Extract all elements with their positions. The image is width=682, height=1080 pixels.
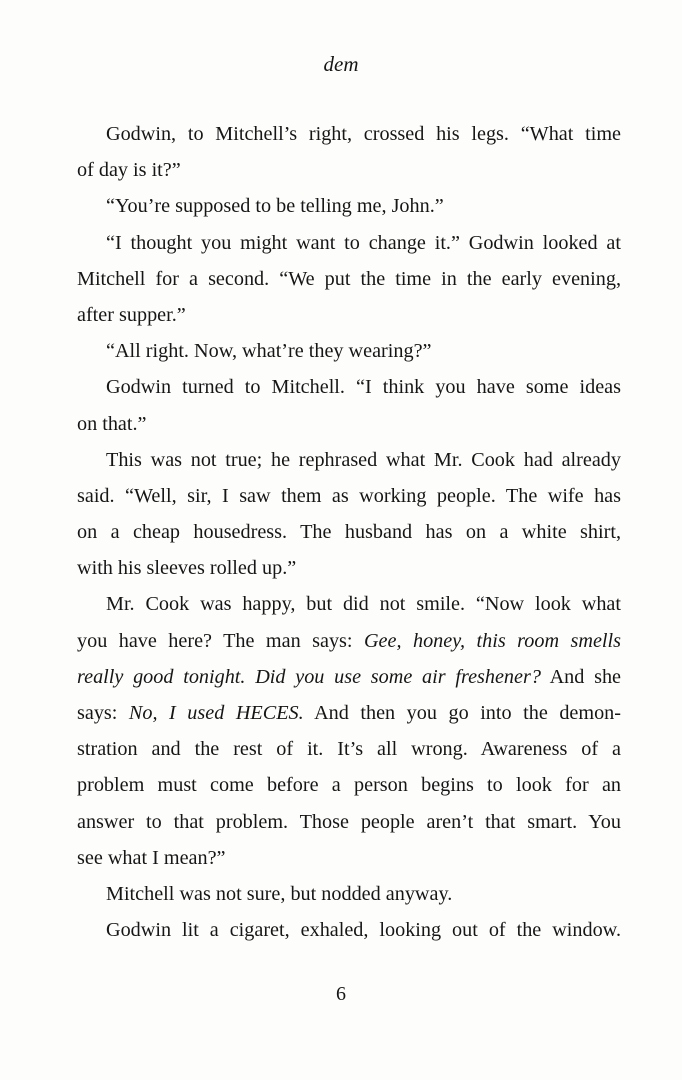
text-line xyxy=(77,767,621,803)
text-line xyxy=(77,442,621,478)
text-segment: Godwin, to Mitchell’s right, crossed his legs. “What time xyxy=(106,123,621,145)
text-line xyxy=(77,261,621,297)
text-segment: Mr. Cook was happy, but did not smile. “Now look what xyxy=(106,593,621,616)
text-line xyxy=(77,586,621,622)
text-line xyxy=(77,333,621,369)
text-line xyxy=(77,514,621,550)
text-line xyxy=(77,659,621,695)
text-line xyxy=(77,876,621,912)
text-segment: “All right. Now, what’re they wearing?” xyxy=(106,340,432,363)
text-line xyxy=(77,731,621,767)
text-segment: “You’re supposed to be telling me, John.” xyxy=(106,195,444,218)
text-line xyxy=(77,550,621,586)
text-segment: of day is it?” xyxy=(77,159,181,182)
text-line xyxy=(77,369,621,405)
text-line xyxy=(77,840,621,876)
body-text xyxy=(77,116,621,948)
text-segment: Mitchell for a second. “We put the time in the early evening, xyxy=(77,267,621,290)
text-segment: on that.” xyxy=(77,412,147,435)
text-segment: This was not true; he rephrased what Mr. Cook had already xyxy=(106,448,621,471)
running-head: dem xyxy=(323,52,359,76)
text-line xyxy=(77,152,621,188)
text-segment: stration and the rest of it. It’s all wrong. Awareness of a xyxy=(77,738,621,761)
text-line xyxy=(77,225,621,261)
text-segment: And she xyxy=(540,665,621,688)
text-segment: answer to that problem. Those people aren’t that smart. You xyxy=(77,810,621,833)
text-line xyxy=(77,695,621,731)
text-line xyxy=(77,478,621,514)
text-segment: with his sleeves rolled up.” xyxy=(77,557,297,580)
text-segment: after supper.” xyxy=(77,303,186,326)
text-segment: on a cheap housedress. The husband has on a white shirt, xyxy=(77,521,621,544)
text-segment: Godwin lit a cigaret, exhaled, looking out of the window. xyxy=(106,919,621,942)
italic-text-segment: No, I used HECES. xyxy=(128,702,304,724)
text-segment: you have here? The man says: xyxy=(77,629,364,652)
text-line xyxy=(77,623,621,659)
text-line xyxy=(77,188,621,224)
page-number: 6 xyxy=(336,983,346,1005)
text-segment: “I thought you might want to change it.” Godwin looked at xyxy=(106,231,621,254)
text-line xyxy=(77,804,621,840)
text-segment: Mitchell was not sure, but nodded anyway. xyxy=(106,882,453,905)
text-line xyxy=(77,912,621,948)
italic-text-segment: really good tonight. Did you use some air freshener? xyxy=(77,665,541,688)
text-line xyxy=(77,406,621,442)
text-line xyxy=(77,116,621,152)
italic-text-segment: Gee, honey, this room smells xyxy=(363,629,621,652)
text-segment: see what I mean?” xyxy=(77,846,226,869)
text-segment: problem must come before a person begins to look for an xyxy=(77,774,621,797)
text-segment: Godwin turned to Mitchell. “I think you have some ideas xyxy=(106,376,621,399)
text-segment: And then you go into the demon- xyxy=(303,702,621,724)
text-segment: says: xyxy=(77,702,129,724)
text-segment: said. “Well, sir, I saw them as working people. The wife has xyxy=(77,484,621,507)
text-line xyxy=(77,297,621,333)
